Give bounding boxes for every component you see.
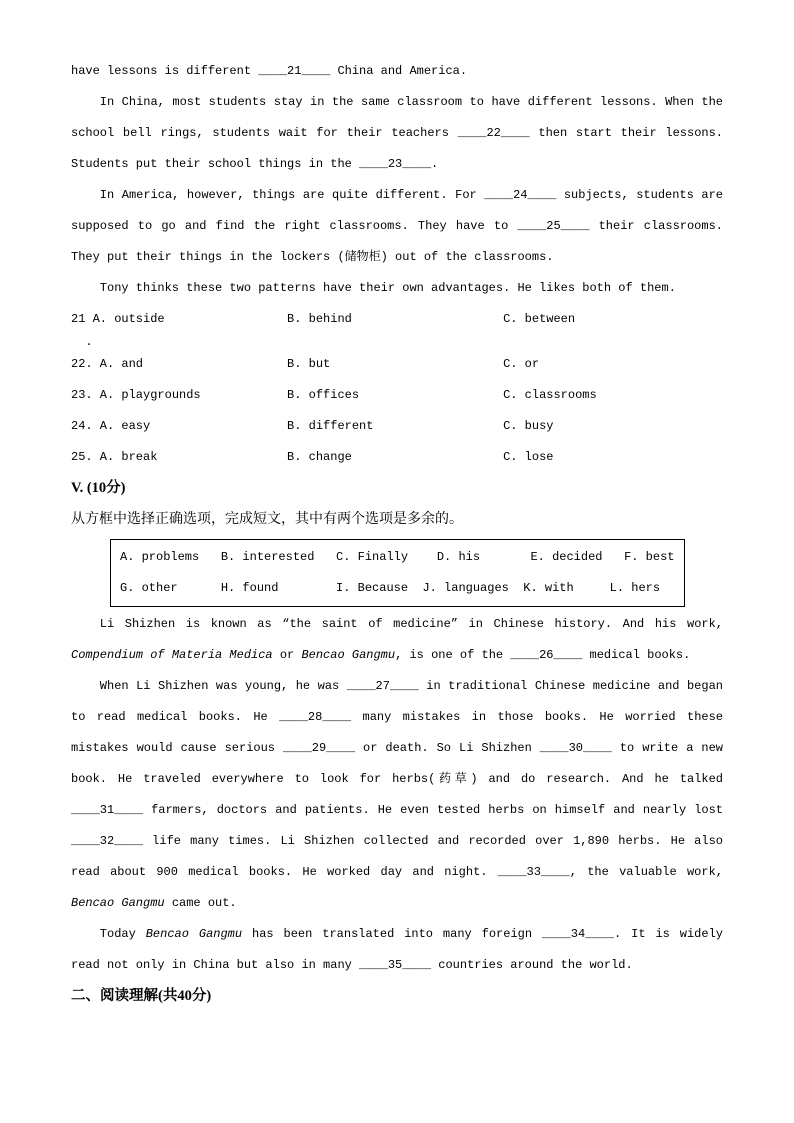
text-run: Today — [99, 927, 146, 941]
word-bank-box — [110, 539, 685, 607]
paragraph — [71, 919, 723, 981]
options-row-dot: . — [71, 335, 93, 349]
text-run: have lessons is different ____21____ China and America. — [71, 64, 468, 78]
section-v-instruction: 从方框中选择正确选项，完成短文，其中有两个选项是多余的。 — [71, 512, 463, 527]
text-run: In America, however, things are quite different. For ____24____ subjects, students are supposed to go and find the right classrooms. They have to ____25____ their classrooms. They put their things in the lockers (储物柜) out of the classrooms. — [71, 188, 723, 264]
text-run: In China, most students stay in the same classroom to have different lessons. When the school bell rings, students wait for their teachers ____22____ then start their lessons. Students put their school things in the ____23____. — [71, 95, 723, 171]
word-bank-row-1: A. problems B. interested C. Finally D. his E. decided F. best — [120, 550, 675, 564]
text-run: has been translated into many foreign ____34____. It is widely read not only in China but also in many ____35____ countries around the world. — [71, 927, 723, 972]
multiple-choice-options — [71, 304, 723, 473]
book-title: Bencao Gangmu — [71, 896, 165, 910]
options-row-22: 22. A. and B. but C. or — [71, 357, 540, 371]
cloze-passage-2 — [71, 609, 723, 981]
text-run: Li Shizhen is known as “the saint of medicine” in Chinese history. And his work, — [99, 617, 723, 631]
paragraph — [71, 56, 723, 87]
paragraph — [71, 273, 723, 304]
text-run: came out. — [164, 896, 237, 910]
paragraph — [71, 180, 723, 273]
text-run: , is one of the ____26____ medical books. — [395, 648, 691, 662]
word-bank-row-2: G. other H. found I. Because J. languages K. with L. hers — [120, 581, 661, 595]
paragraph — [71, 87, 723, 180]
section-v-heading: V. (10分) — [71, 480, 126, 496]
book-title: Bencao Gangmu — [145, 927, 243, 941]
text-run: Tony thinks these two patterns have their own advantages. He likes both of them. — [99, 281, 676, 295]
paragraph — [71, 671, 723, 919]
text-run: When Li Shizhen was young, he was ____27____ in traditional Chinese medicine and began to read medical books. He ____28____ many mistakes in those books. He worried these mistakes would cause serious ____29____ or death. So Li Shizhen ____30____ to write a new book. He traveled everywhere to look for herbs(药草) and do research. And he talked ____31____ farmers, doctors and patients. He even tested herbs on himself and nearly lost ____32____ life many times. Li Shizhen collected and recorded over 1,890 herbs. He also read about 900 medical books. He worked day and night. ____33____, the valuable work, — [71, 679, 723, 879]
options-row-25: 25. A. break B. change C. lose — [71, 450, 554, 464]
options-row-21: 21 A. outside B. behind C. between — [71, 312, 576, 326]
reading-section-heading: 二、阅读理解(共40分) — [71, 988, 212, 1004]
options-row-24: 24. A. easy B. different C. busy — [71, 419, 554, 433]
options-row-23: 23. A. playgrounds B. offices C. classrooms — [71, 388, 597, 402]
paragraph — [71, 609, 723, 671]
cloze-passage-1 — [71, 56, 723, 304]
book-title: Bencao Gangmu — [301, 648, 396, 662]
text-run: or — [272, 648, 302, 662]
book-title: Compendium of Materia Medica — [71, 648, 273, 662]
